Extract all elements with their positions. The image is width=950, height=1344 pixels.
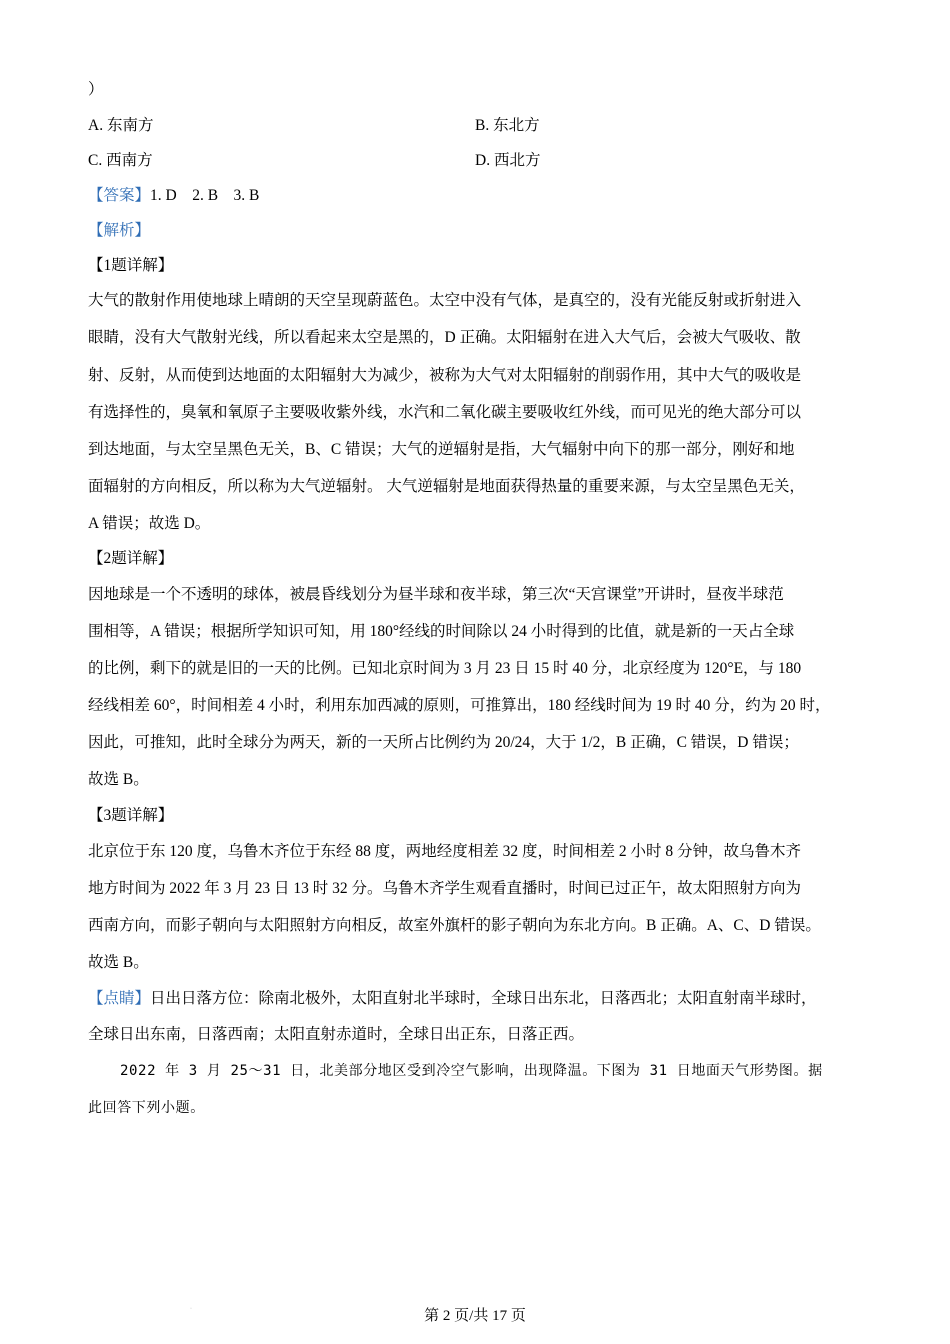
option-d: D. 西北方 <box>475 152 541 169</box>
option-b: B. 东北方 <box>475 117 540 134</box>
q2-line: 因此，可推知，此时全球分为两天，新的一天所占比例约为 20/24，大于 1/2，B 正确，C 错误，D 错误； <box>88 734 799 751</box>
q2-line: 的比例，剩下的就是旧的一天的比例。已知北京时间为 3 月 23 日 15 时 40 分，北京经度为 120°E，与 180 <box>88 660 802 677</box>
answer-text: 1. D 2. B 3. B <box>150 187 260 204</box>
q3-line: 西南方向，而影子朝向与太阳照射方向相反，故室外旗杆的影子朝向为东北方向。B 正确。A、C、D 错误。 <box>88 917 821 934</box>
answer-line <box>88 186 259 206</box>
q1-line: 有选择性的，臭氧和氧原子主要吸收紫外线，水汽和二氧化碳主要吸收红外线，而可见光的绝大部分可以 <box>88 404 802 421</box>
answer-tag: 【答案】 <box>88 187 151 204</box>
option-c: C. 西南方 <box>88 152 153 169</box>
q3-line: 北京位于东 120 度，乌鲁木齐位于东经 88 度，两地经度相差 32 度，时间相差 2 小时 8 分钟，故乌鲁木齐 <box>88 843 802 860</box>
q2-heading: 【2题详解】 <box>88 550 174 567</box>
q2-line: 故选 B。 <box>88 771 149 788</box>
q3-heading: 【3题详解】 <box>88 807 174 824</box>
question-tail: ） <box>88 81 104 98</box>
intro-line-2: 此回答下列小题。 <box>88 1100 205 1116</box>
q3-line: 故选 B。 <box>88 954 149 971</box>
q2-line: 围相等，A 错误；根据所学知识可知，用 180°经线的时间除以 24 小时得到的比值，就是新的一天占全球 <box>88 623 795 640</box>
q3-line: 地方时间为 2022 年 3 月 23 日 13 时 32 分。乌鲁木齐学生观看直播时，时间已过正午，故太阳照射方向为 <box>88 880 802 897</box>
tip-text: 日出日落方位：除南北极外，太阳直射北半球时，全球日出东北，日落西北；太阳直射南半球时， <box>150 990 817 1007</box>
analysis-tag: 【解析】 <box>88 222 151 239</box>
q1-line: A 错误；故选 D。 <box>88 515 211 532</box>
tip-line-2: 全球日出东南，日落西南；太阳直射赤道时，全球日出正东，日落正西。 <box>88 1026 585 1043</box>
intro-line-1: 2022 年 3 月 25～31 日，北美部分地区受到冷空气影响，出现降温。下图为 31 日地面天气形势图。据 <box>120 1063 823 1079</box>
q1-heading: 【1题详解】 <box>88 257 174 274</box>
tip-line-1 <box>88 989 817 1009</box>
q1-line: 大气的散射作用使地球上晴朗的天空呈现蔚蓝色。太空中没有气体，是真空的，没有光能反射或折射进入 <box>88 292 802 309</box>
q2-line: 经线相差 60°，时间相差 4 小时，利用东加西减的原则，可推算出，180 经线时间为 19 时 40 分，约为 20 时， <box>88 697 831 714</box>
q1-line: 射、反射，从而使到达地面的太阳辐射大为减少，被称为大气对太阳辐射的削弱作用，其中大气的吸收是 <box>88 367 802 384</box>
q1-line: 面辐射的方向相反，所以称为大气逆辐射。 大气逆辐射是地面获得热量的重要来源，与太空呈黑色无关， <box>88 478 805 495</box>
tip-tag: 【点睛】 <box>88 990 151 1007</box>
stray-dot: · <box>190 1306 192 1312</box>
q1-line: 眼睛，没有大气散射光线，所以看起来太空是黑的，D 正确。太阳辐射在进入大气后，会被大气吸收、散 <box>88 329 801 346</box>
option-a: A. 东南方 <box>88 117 154 134</box>
q1-line: 到达地面，与太空呈黑色无关，B、C 错误；大气的逆辐射是指，大气辐射中向下的那一部分，刚好和地 <box>88 441 795 458</box>
q2-line: 因地球是一个不透明的球体，被晨昏线划分为昼半球和夜半球，第三次“天宫课堂”开讲时，昼夜半球范 <box>88 586 784 603</box>
page-footer: 第 2 页/共 17 页 <box>424 1308 526 1324</box>
